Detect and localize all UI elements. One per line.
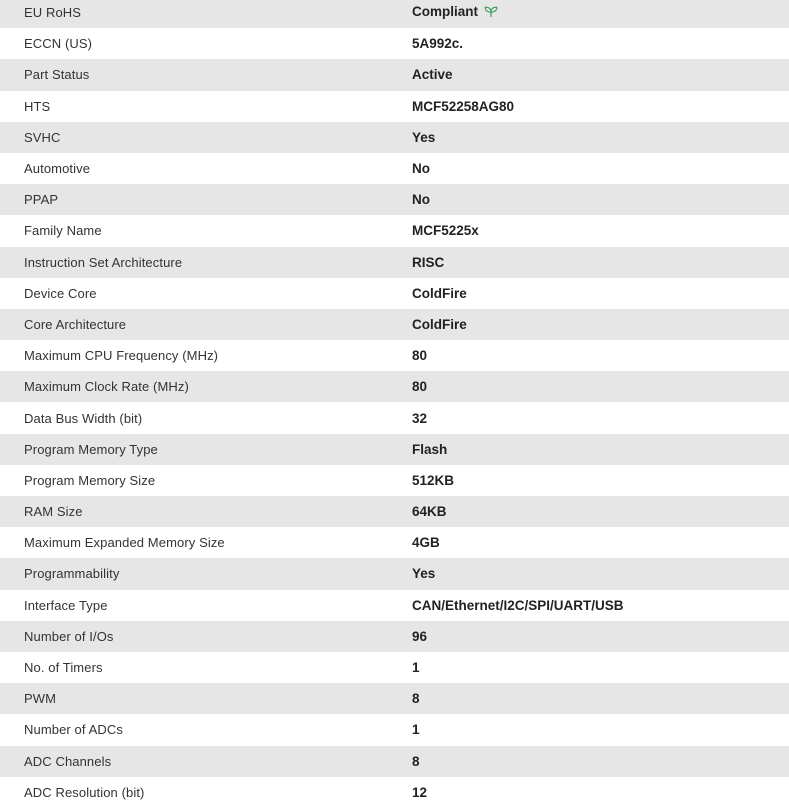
spec-row [0, 714, 789, 745]
spec-label: Maximum CPU Frequency (MHz) [24, 348, 219, 364]
spec-value-cell [412, 28, 789, 59]
spec-label: Program Memory Size [24, 472, 156, 488]
spec-label: Instruction Set Architecture [24, 254, 183, 270]
spec-value-cell [412, 247, 789, 278]
spec-label: Programmability [24, 566, 120, 582]
spec-label: Maximum Expanded Memory Size [24, 535, 225, 551]
spec-value: 96 [412, 628, 428, 644]
spec-row [0, 91, 789, 122]
spec-value: 32 [412, 410, 428, 426]
spec-value: 80 [412, 348, 428, 364]
spec-value-cell [412, 683, 789, 714]
spec-value: Yes [412, 566, 436, 582]
spec-value: 1 [412, 722, 420, 738]
spec-value-cell [412, 527, 789, 558]
spec-row [0, 184, 789, 215]
spec-row [0, 777, 789, 808]
spec-value-cell [412, 0, 789, 28]
spec-label: EU RoHS [24, 5, 82, 21]
spec-row [0, 496, 789, 527]
spec-value-cell [412, 714, 789, 745]
spec-row [0, 465, 789, 496]
spec-value-cell [412, 434, 789, 465]
spec-value-cell [412, 215, 789, 246]
spec-value-cell [412, 777, 789, 808]
spec-row [0, 0, 789, 28]
spec-value: 64KB [412, 504, 447, 520]
spec-row [0, 215, 789, 246]
spec-value: Compliant [412, 4, 478, 20]
spec-value: ColdFire [412, 316, 467, 332]
spec-label: ECCN (US) [24, 36, 93, 52]
spec-value: RISC [412, 254, 445, 270]
spec-row [0, 371, 789, 402]
spec-label: HTS [24, 98, 51, 114]
spec-value: 8 [412, 691, 420, 707]
spec-value: ColdFire [412, 285, 467, 301]
spec-value: 1 [412, 660, 420, 676]
spec-value: 80 [412, 379, 428, 395]
spec-value-cell [412, 122, 789, 153]
spec-row [0, 278, 789, 309]
spec-value-cell [412, 590, 789, 621]
spec-value: Yes [412, 129, 436, 145]
spec-value: 4GB [412, 535, 440, 551]
spec-value: No [412, 192, 430, 208]
spec-value: MCF5225x [412, 223, 479, 239]
spec-value: Active [412, 67, 453, 83]
spec-row [0, 402, 789, 433]
spec-label: Data Bus Width (bit) [24, 410, 143, 426]
spec-value-cell [412, 91, 789, 122]
spec-value-cell [412, 184, 789, 215]
spec-label: PPAP [24, 192, 59, 208]
spec-value-cell [412, 652, 789, 683]
spec-value-cell [412, 465, 789, 496]
spec-label: Interface Type [24, 597, 108, 613]
spec-label: No. of Timers [24, 660, 103, 676]
spec-value: Flash [412, 441, 448, 457]
spec-label: Number of I/Os [24, 628, 114, 644]
spec-label: ADC Resolution (bit) [24, 784, 145, 800]
spec-label: RAM Size [24, 504, 83, 520]
spec-value-cell [412, 309, 789, 340]
spec-row [0, 340, 789, 371]
spec-row [0, 652, 789, 683]
spec-value: 5A992c. [412, 36, 464, 52]
spec-row [0, 590, 789, 621]
spec-value-cell [412, 746, 789, 777]
spec-value-cell [412, 496, 789, 527]
spec-value: MCF52258AG80 [412, 98, 515, 114]
spec-label: SVHC [24, 129, 61, 145]
spec-row [0, 683, 789, 714]
spec-row [0, 621, 789, 652]
spec-label: Part Status [24, 67, 90, 83]
spec-row [0, 59, 789, 90]
spec-value-cell [412, 340, 789, 371]
spec-value: No [412, 161, 430, 177]
spec-row [0, 28, 789, 59]
leaf-icon [484, 6, 498, 21]
spec-label: Maximum Clock Rate (MHz) [24, 379, 189, 395]
spec-row [0, 434, 789, 465]
spec-label: Number of ADCs [24, 722, 123, 738]
spec-label: Device Core [24, 285, 97, 301]
spec-value-cell [412, 371, 789, 402]
spec-label: Core Architecture [24, 316, 127, 332]
spec-value-cell [412, 59, 789, 90]
spec-label: Program Memory Type [24, 441, 158, 457]
spec-label: ADC Channels [24, 753, 112, 769]
spec-row [0, 122, 789, 153]
spec-value: 12 [412, 784, 428, 800]
spec-row [0, 746, 789, 777]
spec-label: Family Name [24, 223, 102, 239]
spec-value-cell [412, 278, 789, 309]
spec-row [0, 153, 789, 184]
spec-row [0, 309, 789, 340]
spec-value: CAN/Ethernet/I2C/SPI/UART/USB [412, 597, 624, 613]
spec-row [0, 527, 789, 558]
spec-value-cell [412, 402, 789, 433]
spec-label: PWM [24, 691, 57, 707]
spec-row [0, 558, 789, 589]
spec-value: 512KB [412, 472, 455, 488]
spec-value-cell [412, 153, 789, 184]
spec-label: Automotive [24, 161, 91, 177]
spec-row [0, 247, 789, 278]
spec-value-cell [412, 621, 789, 652]
spec-value-cell [412, 558, 789, 589]
spec-value: 8 [412, 753, 420, 769]
